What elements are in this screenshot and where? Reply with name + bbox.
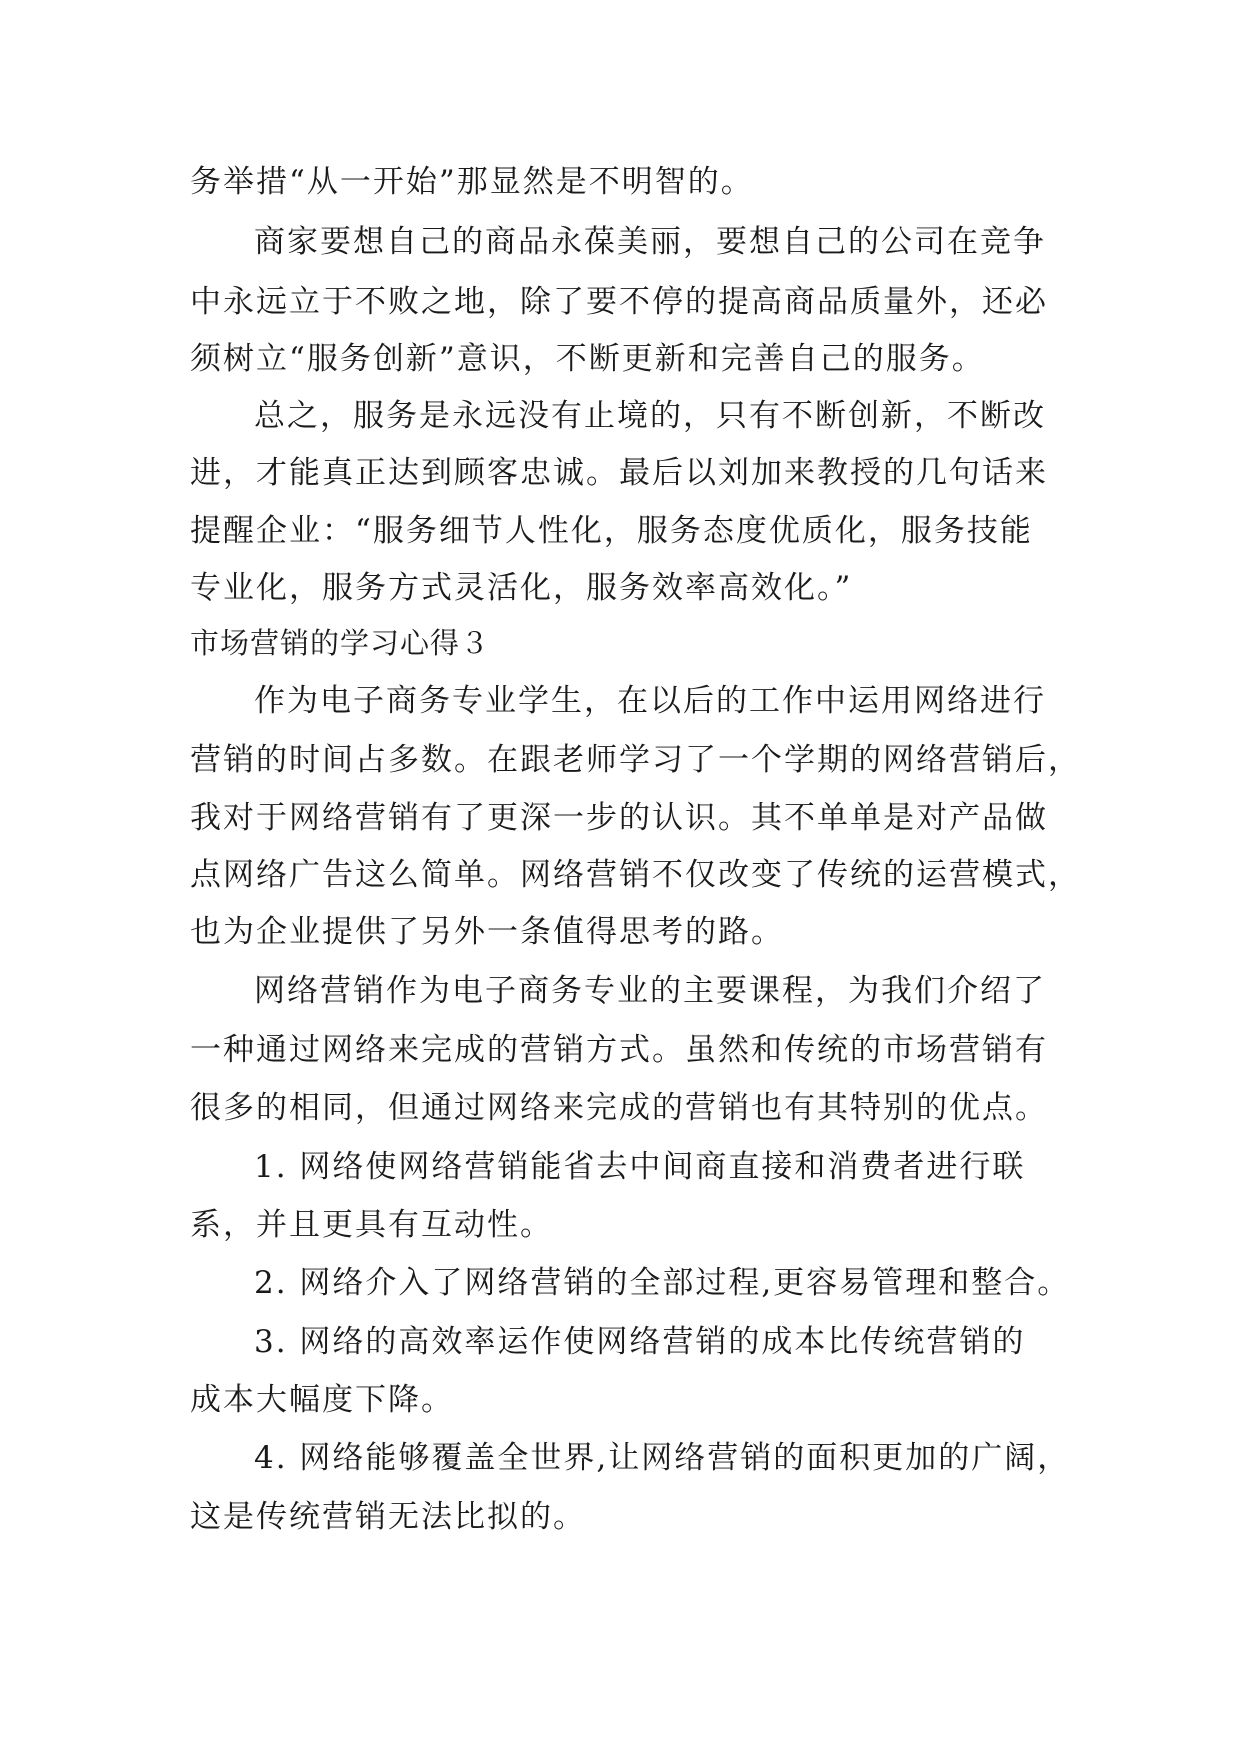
text-line: 也为企业提供了另外一条值得思考的路。 (190, 914, 784, 950)
text-line: 点网络广告这么简单。网络营销不仅改变了传统的运营模式， (190, 857, 1081, 893)
list-item: 4. 网络能够覆盖全世界,让网络营销的面积更加的广阔， (254, 1440, 1071, 1476)
text-line: 进，才能真正达到顾客忠诚。最后以刘加来教授的几句话来 (190, 455, 1048, 491)
text-line: 这是传统营销无法比拟的。 (190, 1499, 586, 1535)
text-line: 务举措“从一开始”那显然是不明智的。 (190, 164, 754, 200)
text-line: 营销的时间占多数。在跟老师学习了一个学期的网络营销后， (190, 742, 1081, 778)
text-line: 一种通过网络来完成的营销方式。虽然和传统的市场营销有 (190, 1032, 1048, 1068)
text-line: 须树立“服务创新”意识，不断更新和完善自己的服务。 (190, 341, 985, 377)
paragraph-first-line: 网络营销作为电子商务专业的主要课程，为我们介绍了 (254, 973, 1046, 1009)
text-line: 很多的相同，但通过网络来完成的营销也有其特别的优点。 (190, 1090, 1048, 1126)
text-line: 中永远立于不败之地，除了要不停的提高商品质量外，还必 (190, 284, 1048, 320)
text-line: 提醒企业：“服务细节人性化，服务态度优质化，服务技能 (190, 513, 1033, 549)
list-item: 3. 网络的高效率运作使网络营销的成本比传统营销的 (254, 1324, 1026, 1360)
section-heading: 市场营销的学习心得３ (190, 626, 491, 660)
text-line: 我对于网络营销有了更深一步的认识。其不单单是对产品做 (190, 800, 1048, 836)
paragraph-first-line: 商家要想自己的商品永葆美丽，要想自己的公司在竞争 (254, 224, 1046, 260)
list-item: 2. 网络介入了网络营销的全部过程,更容易管理和整合。 (254, 1265, 1071, 1301)
text-line: 成本大幅度下降。 (190, 1382, 454, 1418)
paragraph-first-line: 作为电子商务专业学生，在以后的工作中运用网络进行 (254, 683, 1046, 719)
text-line: 系，并且更具有互动性。 (190, 1207, 553, 1243)
paragraph-first-line: 总之，服务是永远没有止境的，只有不断创新，不断改 (254, 398, 1046, 434)
list-item: 1. 网络使网络营销能省去中间商直接和消费者进行联 (254, 1149, 1026, 1185)
text-line: 专业化，服务方式灵活化，服务效率高效化。” (190, 570, 853, 606)
